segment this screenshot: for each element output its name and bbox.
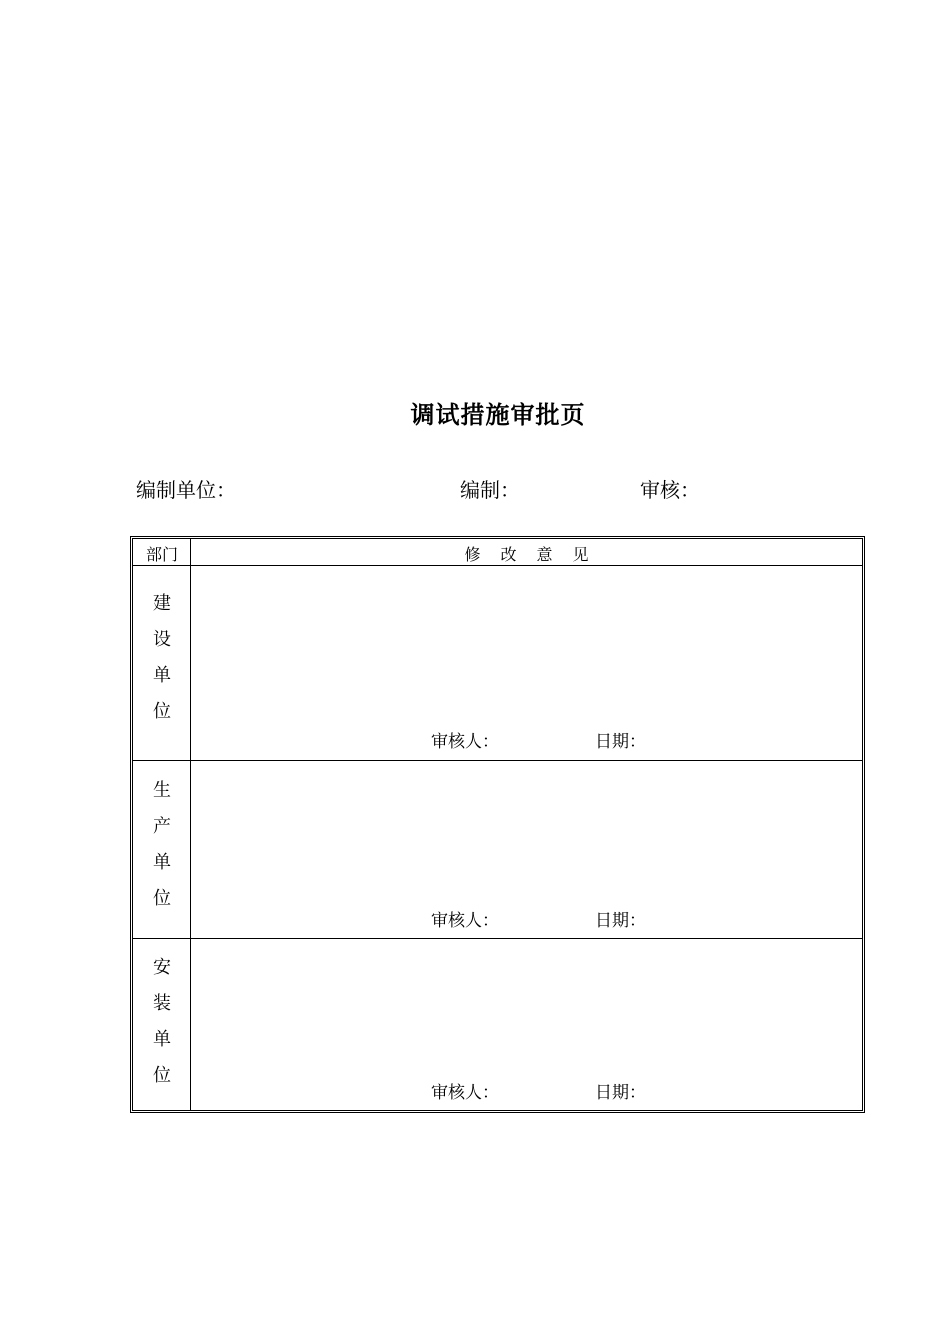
dept-label-production (133, 773, 191, 917)
dept-char: 设 (153, 629, 171, 650)
table-row (133, 761, 862, 939)
dept-cell-production (133, 761, 191, 938)
dept-cell-construction (133, 566, 191, 760)
reviewer-signature-label: 审核人： (431, 1083, 499, 1103)
reviewer-label: 审核： (640, 478, 700, 502)
reviewer-signature-label: 审核人： (431, 732, 499, 752)
dept-char: 单 (153, 1029, 171, 1050)
approval-table (130, 536, 865, 1113)
header-opinion: 修改意见 (464, 545, 609, 564)
dept-label-construction (133, 586, 191, 730)
dept-char: 位 (153, 701, 171, 722)
opinion-cell-production[interactable] (191, 761, 862, 938)
dept-char: 生 (153, 780, 171, 801)
date-label: 日期： (595, 911, 646, 931)
dept-char: 装 (153, 993, 171, 1014)
dept-cell-installation (133, 939, 191, 1110)
dept-char: 位 (153, 888, 171, 909)
dept-char: 单 (153, 852, 171, 873)
table-header-row (133, 539, 862, 566)
dept-char: 单 (153, 665, 171, 686)
date-label: 日期： (595, 1083, 646, 1103)
dept-label-installation (133, 950, 191, 1094)
dept-char: 建 (153, 593, 171, 614)
table-row (133, 939, 862, 1110)
dept-char: 安 (153, 957, 171, 978)
page-title: 调试措施审批页 (410, 400, 586, 429)
header-dept: 部门 (145, 545, 178, 564)
compiling-unit-label: 编制单位： (136, 478, 236, 502)
dept-char: 产 (153, 816, 171, 837)
author-label: 编制： (460, 478, 520, 502)
reviewer-signature-label: 审核人： (431, 911, 499, 931)
opinion-cell-construction[interactable] (191, 566, 862, 760)
table-row (133, 566, 862, 761)
date-label: 日期： (595, 732, 646, 752)
opinion-cell-installation[interactable] (191, 939, 862, 1110)
dept-char: 位 (153, 1065, 171, 1086)
